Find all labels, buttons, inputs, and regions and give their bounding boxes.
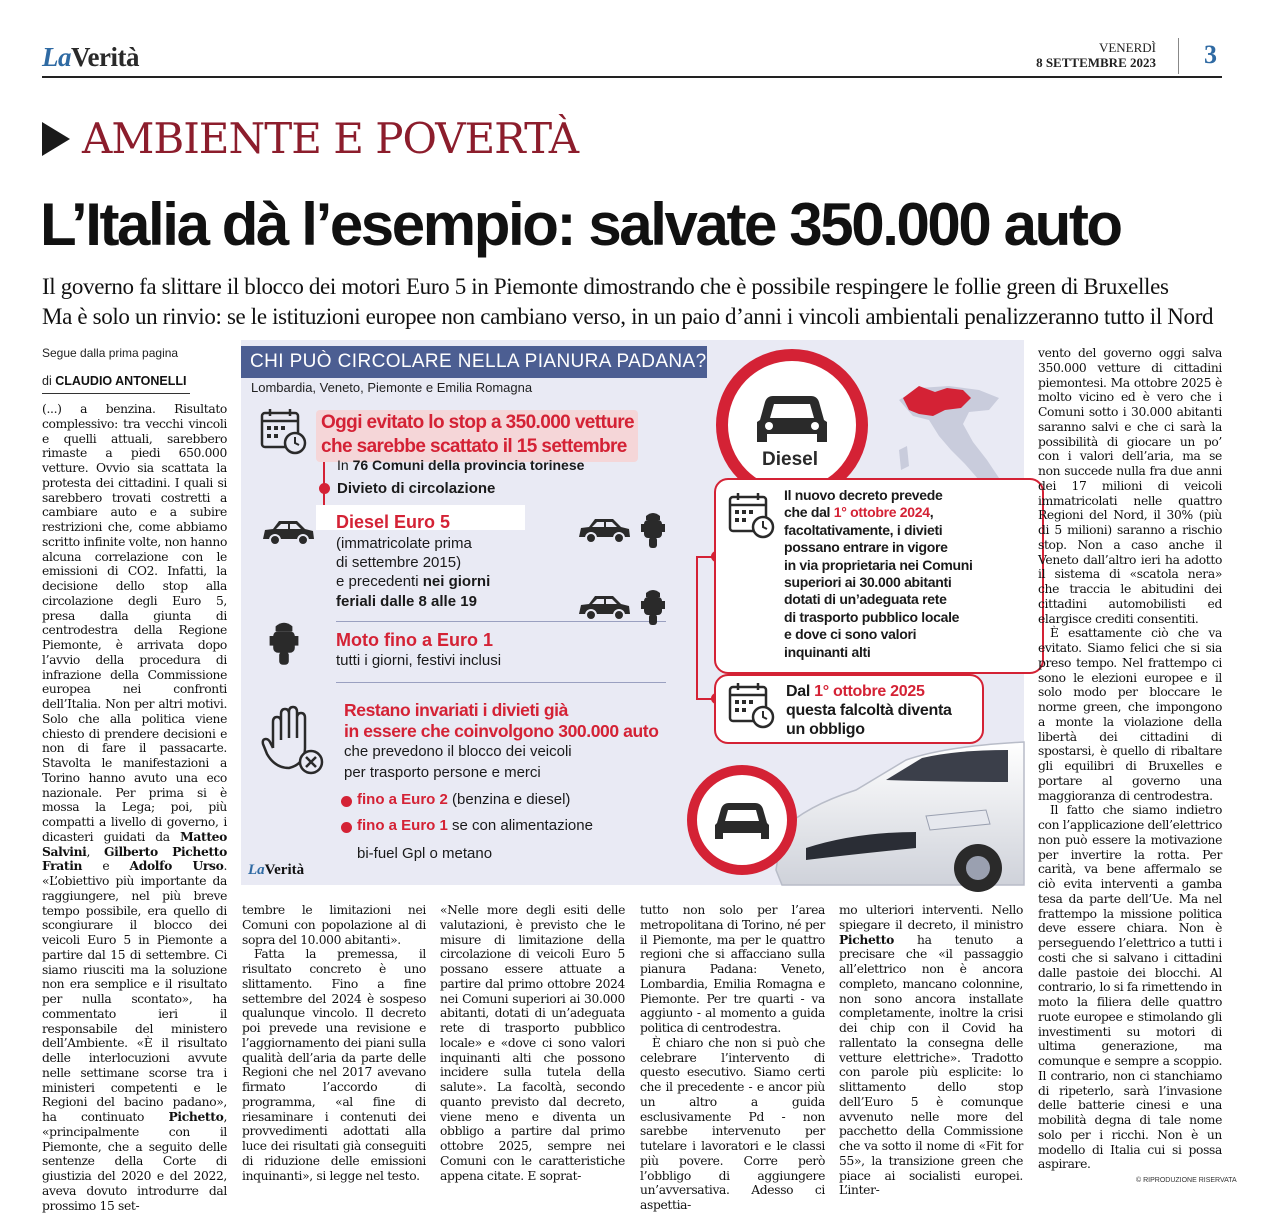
infographic-regions: Lombardia, Veneto, Piemonte e Emilia Romagna <box>251 380 533 395</box>
evitato-stop-line-2: che sarebbe scattato il 15 settembre <box>321 436 627 457</box>
scooter-icon <box>266 616 302 668</box>
connector-line <box>696 556 698 700</box>
moto-title: Moto fino a Euro 1 <box>336 630 493 650</box>
name-pichetto: Pichetto <box>839 931 894 947</box>
infographic-title: CHI PUÒ CIRCOLARE NELLA PIANURA PADANA? <box>241 346 707 378</box>
kicker: Segue dalla prima pagina <box>42 346 179 360</box>
weekday: VENERDÌ <box>1098 40 1156 55</box>
name-urso: Adolfo Urso <box>129 858 224 874</box>
timeline-dot <box>319 483 330 494</box>
euro1-line: fino a Euro 1 se con alimentazione <box>357 817 593 834</box>
scooter-icon <box>638 585 668 627</box>
infographic-logo: LaVerità <box>248 862 305 878</box>
restano-line-2: in essere che coinvolgono 300.000 auto <box>344 721 659 741</box>
calendar-icon <box>259 406 309 456</box>
date: 8 SETTEMBRE 2023 <box>1036 55 1156 70</box>
scooter-icon <box>638 508 668 550</box>
bullet-dot <box>341 796 352 807</box>
euro1-line-2: bi-fuel Gpl o metano <box>357 845 493 862</box>
bullet-dot <box>341 822 352 833</box>
masthead-logo: LaVerità <box>42 42 139 72</box>
evitato-stop-line-1: Oggi evitato lo stop a 350.000 vetture <box>321 412 634 433</box>
name-pichetto: Pichetto <box>168 1109 224 1124</box>
diesel-sign-text: Diesel <box>762 449 818 470</box>
page-number: 3 <box>1204 40 1217 69</box>
infographic <box>241 340 1024 885</box>
car-icon <box>575 513 633 547</box>
restano-line-4: per trasporto persone e merci <box>344 764 541 781</box>
diesel-line-4: feriali dalle 8 alle 19 <box>336 593 477 610</box>
diesel-euro5-title: Diesel Euro 5 <box>336 512 451 532</box>
author: CLAUDIO ANTONELLI <box>55 374 187 388</box>
article-column-5: mo ulteriori interventi. Nello spiegare il decreto, il ministro Pichetto ha tenuto a precisare che «il passaggio all’elettrico non è ancora completo, mancano colonnine, non sono ancora installate completamente, inoltre la crisi dei chip con il Covid ha rallentato la consegna delle vetture elettriche». Tradotto con parole più esplicite: lo slittamento dello stop dell’Euro 5 è comunque avvenuto nelle more del pacchetto della Commissione che va sotto il nome di «Fit for 55», la transizione green che piace ai socialisti europei. L’inter- <box>839 903 1023 1198</box>
name-pichetto-fratin: Gilberto Pichetto Fratin <box>42 843 227 874</box>
divider <box>336 682 666 683</box>
article-column-2: tembre le limitazioni nei Comuni con popolazione al di sopra del 10.000 abitanti». Fatta la premessa, il risultato concreto è uno slittamento. Fino a fine settembre del 2024 è sospeso qualunque vincolo. Il decreto poi prevede una revisione e l’aggiornamento dei piani sulla qualità dell’aria da parte delle Regioni che nel 2017 avevano firmato l’accordo di programma, «al fine di riesaminare i contenuti dei provvedimenti adottati alla luce dei risultati già conseguiti di riduzione delle emissioni inquinanti», si legge nel testo. <box>242 903 426 1183</box>
name-salvini: Matteo Salvini <box>42 828 227 859</box>
decreto-text: Il nuovo decreto prevede che dal 1° ottobre 2024, facoltativamente, i divieti possano entrare in vigore in via proprietaria nei Comuni superiori ai 30.000 abitanti dotati di un’adeguata rete di trasporto pubblico locale e dove ci sono valori inquinanti alti <box>784 487 973 660</box>
no-car-sign-icon <box>687 765 797 875</box>
divieto-label: Divieto di circolazione <box>337 480 496 497</box>
section-label: AMBIENTE E POVERTÀ <box>42 114 578 163</box>
car-icon <box>575 590 633 624</box>
hand-stop-icon <box>259 704 331 780</box>
byline-rule <box>42 393 190 394</box>
section-arrow-icon <box>42 122 70 156</box>
header-rule <box>42 76 1222 78</box>
moto-sub: tutti i giorni, festivi inclusi <box>336 652 502 669</box>
restano-line-3: che prevedono il blocco dei veicoli <box>344 743 572 760</box>
masthead-divider <box>1178 38 1179 74</box>
diesel-line-1: (immatricolate prima <box>336 535 472 552</box>
restano-line-1: Restano invariati i divieti già <box>344 700 568 720</box>
subtitle-line-1: Il governo fa slittare il blocco dei motori Euro 5 in Piemonte dimostrando che è possibile respingere le follie green di Bruxelles <box>42 274 1169 299</box>
dal-2025-text: Dal 1° ottobre 2025 questa falcoltà diventa un obbligo <box>786 683 952 738</box>
comuni-line: In 76 Comuni della provincia torinese <box>337 457 585 473</box>
calendar-icon <box>727 490 777 540</box>
article-column-3: «Nelle more degli esiti delle valutazioni, è previsto che le misure di limitazione della circolazione di veicoli Euro 5 possano essere attuate a partire dal primo ottobre 2024 nei Comuni superiori ai 30.000 abitanti, dotati di un’adeguata rete di trasporto pubblico locale» e «dove ci sono valori inquinanti alti che possono incidere sulla tutela della salute». La facoltà, secondo quanto previsto dal decreto, viene meno e diventa un obbligo a partire dal primo ottobre 2025, sempre nei Comuni con le caratteristiche appena citate. E soprat- <box>440 903 625 1183</box>
copyright-note: © RIPRODUZIONE RISERVATA <box>1136 1177 1237 1184</box>
article-column-4: tutto non solo per l’area metropolitana di Torino, né per il Piemonte, ma per le quattro regioni che si affacciano sulla pianura Padana: Veneto, Lombardia, Emilia Romagna e Piemonte. Per tre quarti - va aggiunto - al momento a guida politica di centrodestra. È chiaro che non si può che celebrare l’intervento di questo esecutivo. Siamo certi che il precedente - e ancor più un altro a guida esclusivamente Pd - non sarebbe intervenuto per tutelare i lavoratori e le classi più povere. Corre però l’obbligo di aggiungere un’avversativa. Adesso ci aspettia- <box>640 903 825 1212</box>
subtitle-line-2: Ma è solo un rinvio: se le istituzioni europee non cambiano verso, in un paio d’anni i vincoli ambientali penalizzeranno tutto il Nord <box>42 304 1214 329</box>
date-block <box>1036 40 1156 70</box>
article-column-1: (...) a benzina. Risultato complessivo: tra vecchi vincoli e quelli attuali, sarebbero rimaste a piedi 650.000 vetture. Ovvio sia scattata la protesta dei cittadini. I quali si sarebbero trovati costretti a cambiare auto e a subire restrizioni che, come abbiamo scritto infinite volte, non hanno alcuna correlazione con le emissioni di CO2. Infatti, la decisione dello stop alla circolazione degli Euro 5, presa dalla giunta di centrodestra della Regione Piemonte, è arrivata dopo l’avvio della procedura di infrazione della Commissione europea nei confronti dell’Italia. Non per altri motivi. Solo che alla politica viene chiesto di prendere decisioni e non di fare il passacarte. Stavolta le manifestazioni a Torino hanno avuto una eco nazionale. Per prima si è mossa la Lega; poi, più compatti a livello di governo, i dicasteri guidati da Matteo Salvini, Gilberto Pichetto Fratin e Adolfo Urso. «L’obiettivo più importante da raggiungere, nel più breve tempo possibile, era quello di scongiurare il blocco dei veicoli Euro 5 in Piemonte a partire dal 15 di settembre. Ci siamo riusciti ma la soluzione non era semplice e il risultato per nulla scontato», ha commentato ieri il responsabile del ministero dell’Ambiente. «È il risultato delle interlocuzioni avvute nelle settimane scorse tra i ministeri competenti e le Regioni del bacino padano», ha continuato Pichetto, «principalmente con il Piemonte, che a seguito delle sentenze della Corte di giustizia del 2020 e del 2022, aveva dovuto introdurre dal prossimo 15 set- <box>42 402 227 1213</box>
diesel-line-3: e precedenti nei giorni <box>336 573 491 590</box>
euro2-line: fino a Euro 2 (benzina e diesel) <box>357 791 571 808</box>
diesel-line-2: di settembre 2015) <box>336 554 462 571</box>
byline: di CLAUDIO ANTONELLI <box>42 374 187 388</box>
article-column-6: vento del governo oggi salva 350.000 vetture di cittadini piemontesi. Ma ottobre 2025 è molto vicino ed è vero che i Comuni sotto i 30.000 abitanti saranno salvi e che ci sarà la possibilità di giocare un po’ con i valori dell’aria, ma se non succede nulla fra due anni dei 17 milioni di veicoli immatricolati nelle quattro Regioni del Nord, il 30% (più di 5 milioni) saranno a rischio stop. Non a caso anche il Veneto dall’altro ieri ha adotto il sistema di «scatola nera» che traccia le abitudini dei cittadini automobilisti ed elargisce crediti consentiti. È esattamente ciò che va evitato. Siamo felici che si sia preso tempo. Nel frattempo ci sono le elezioni europee e il solo modo per bloccare le norme green, che impongono a monte la violazione della libertà dei cittadini di spostarsi, è quello di ribaltare gli equilibri di Bruxelles e portare al governo una maggioranza di centrodestra. Il fatto che siamo indietro con l’applicazione dell’elettrico non può essere la motivazione per invertire la rotta. Per carità, va bene affermalo se ciò evita interventi a gamba tesa da parte dell’Ue. Ma nel frattempo la missione politica deve essere chiara. Non è perseguendo l’elettrico a tutti i costi che si salvano i cittadini dalle pastoie dei blocchi. Al contrario, lo si fa rimettendo in moto la filiera delle quattro ruote europee e stimolando gli investimenti su motori di ultima generazione, ma comunque e sempre a scoppio. Il contrario, non ci stanchiamo di ripeterlo, sarà l’invasione delle batterie cinesi e una mobilità degna di tale nome solo per i ricchi. Non è un modello di Italia cui si possa aspirare. <box>1038 346 1222 1172</box>
car-icon <box>259 515 317 549</box>
headline: L’Italia dà l’esempio: salvate 350.000 auto <box>40 191 1121 258</box>
